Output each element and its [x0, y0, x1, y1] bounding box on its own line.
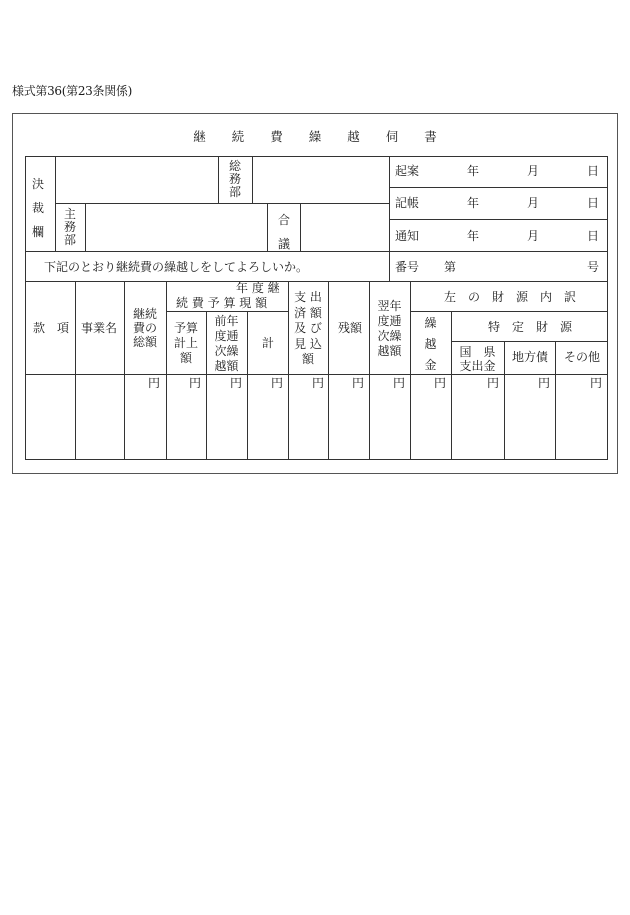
yen-unit-yosan: 円	[189, 376, 202, 390]
chihosai-header: 地方債	[512, 350, 549, 364]
kian-year-label: 年	[467, 164, 480, 178]
yen-unit-kurikoshi: 円	[434, 376, 447, 390]
kicho-label: 記帳	[395, 196, 420, 210]
sogaku-header: 継続 費の 総額	[132, 307, 157, 349]
zaigen-header: 左 の 財 源 内 訳	[444, 290, 577, 304]
tokutei-header: 特 定 財 源	[488, 320, 573, 334]
sonota-header: その他	[564, 350, 601, 364]
statement-text: 下記のとおり継続費の繰越しをしてよろしいか。	[44, 260, 309, 274]
bango-go-label: 号	[587, 260, 600, 274]
yen-unit-zangaku: 円	[352, 376, 365, 390]
nendo-header-line1: 年 度 継	[236, 281, 280, 295]
yosan-header: 予算 計上 額	[173, 321, 198, 365]
shishutsu-header: 支 出 済 額 及 び 見 込 額	[294, 290, 322, 366]
yen-unit-kokuken: 円	[487, 376, 500, 390]
kian-day-label: 日	[587, 164, 600, 178]
yen-unit-yokunen: 円	[393, 376, 406, 390]
yen-unit-shishutsu: 円	[312, 376, 325, 390]
kanko-header: 款 項	[33, 321, 70, 335]
tsuchi-month-label: 月	[527, 229, 540, 243]
yokunen-header: 翌年 度逓 次繰 越額	[377, 299, 402, 358]
yen-unit-chihosai: 円	[538, 376, 551, 390]
kurikoshi-header: 繰 越 金	[424, 316, 437, 372]
yen-unit-sogaku: 円	[148, 376, 161, 390]
kessai-ran-label: 決 裁 欄	[32, 177, 45, 239]
yen-unit-zennen: 円	[230, 376, 243, 390]
kokuken-header: 国 県 支出金	[459, 345, 496, 373]
form-number-label: 様式第36(第23条関係)	[12, 84, 133, 98]
kicho-month-label: 月	[527, 196, 540, 210]
yen-unit-kei: 円	[271, 376, 284, 390]
zennen-header: 前年 度逓 次繰 越額	[214, 314, 239, 373]
somubu-label: 総 務 部	[229, 159, 242, 199]
zangaku-header: 残額	[338, 321, 363, 335]
aigi-label: 合 議	[278, 213, 291, 251]
form-title: 継 続 費 繰 越 伺 書	[193, 129, 437, 144]
bango-label: 番号	[395, 260, 420, 274]
tsuchi-day-label: 日	[587, 229, 600, 243]
nendo-header-line2: 続 費 予 算 現 額	[176, 296, 268, 310]
kei-header: 計	[262, 336, 275, 350]
kian-month-label: 月	[527, 164, 540, 178]
kicho-year-label: 年	[467, 196, 480, 210]
bango-dai-label: 第	[444, 260, 457, 274]
shumubu-label: 主 務 部	[64, 207, 77, 247]
jigyomei-header: 事業名	[81, 321, 118, 335]
kian-label: 起案	[395, 164, 420, 178]
tsuchi-year-label: 年	[467, 229, 480, 243]
yen-unit-sonota: 円	[590, 376, 603, 390]
kicho-day-label: 日	[587, 196, 600, 210]
tsuchi-label: 通知	[395, 229, 420, 243]
